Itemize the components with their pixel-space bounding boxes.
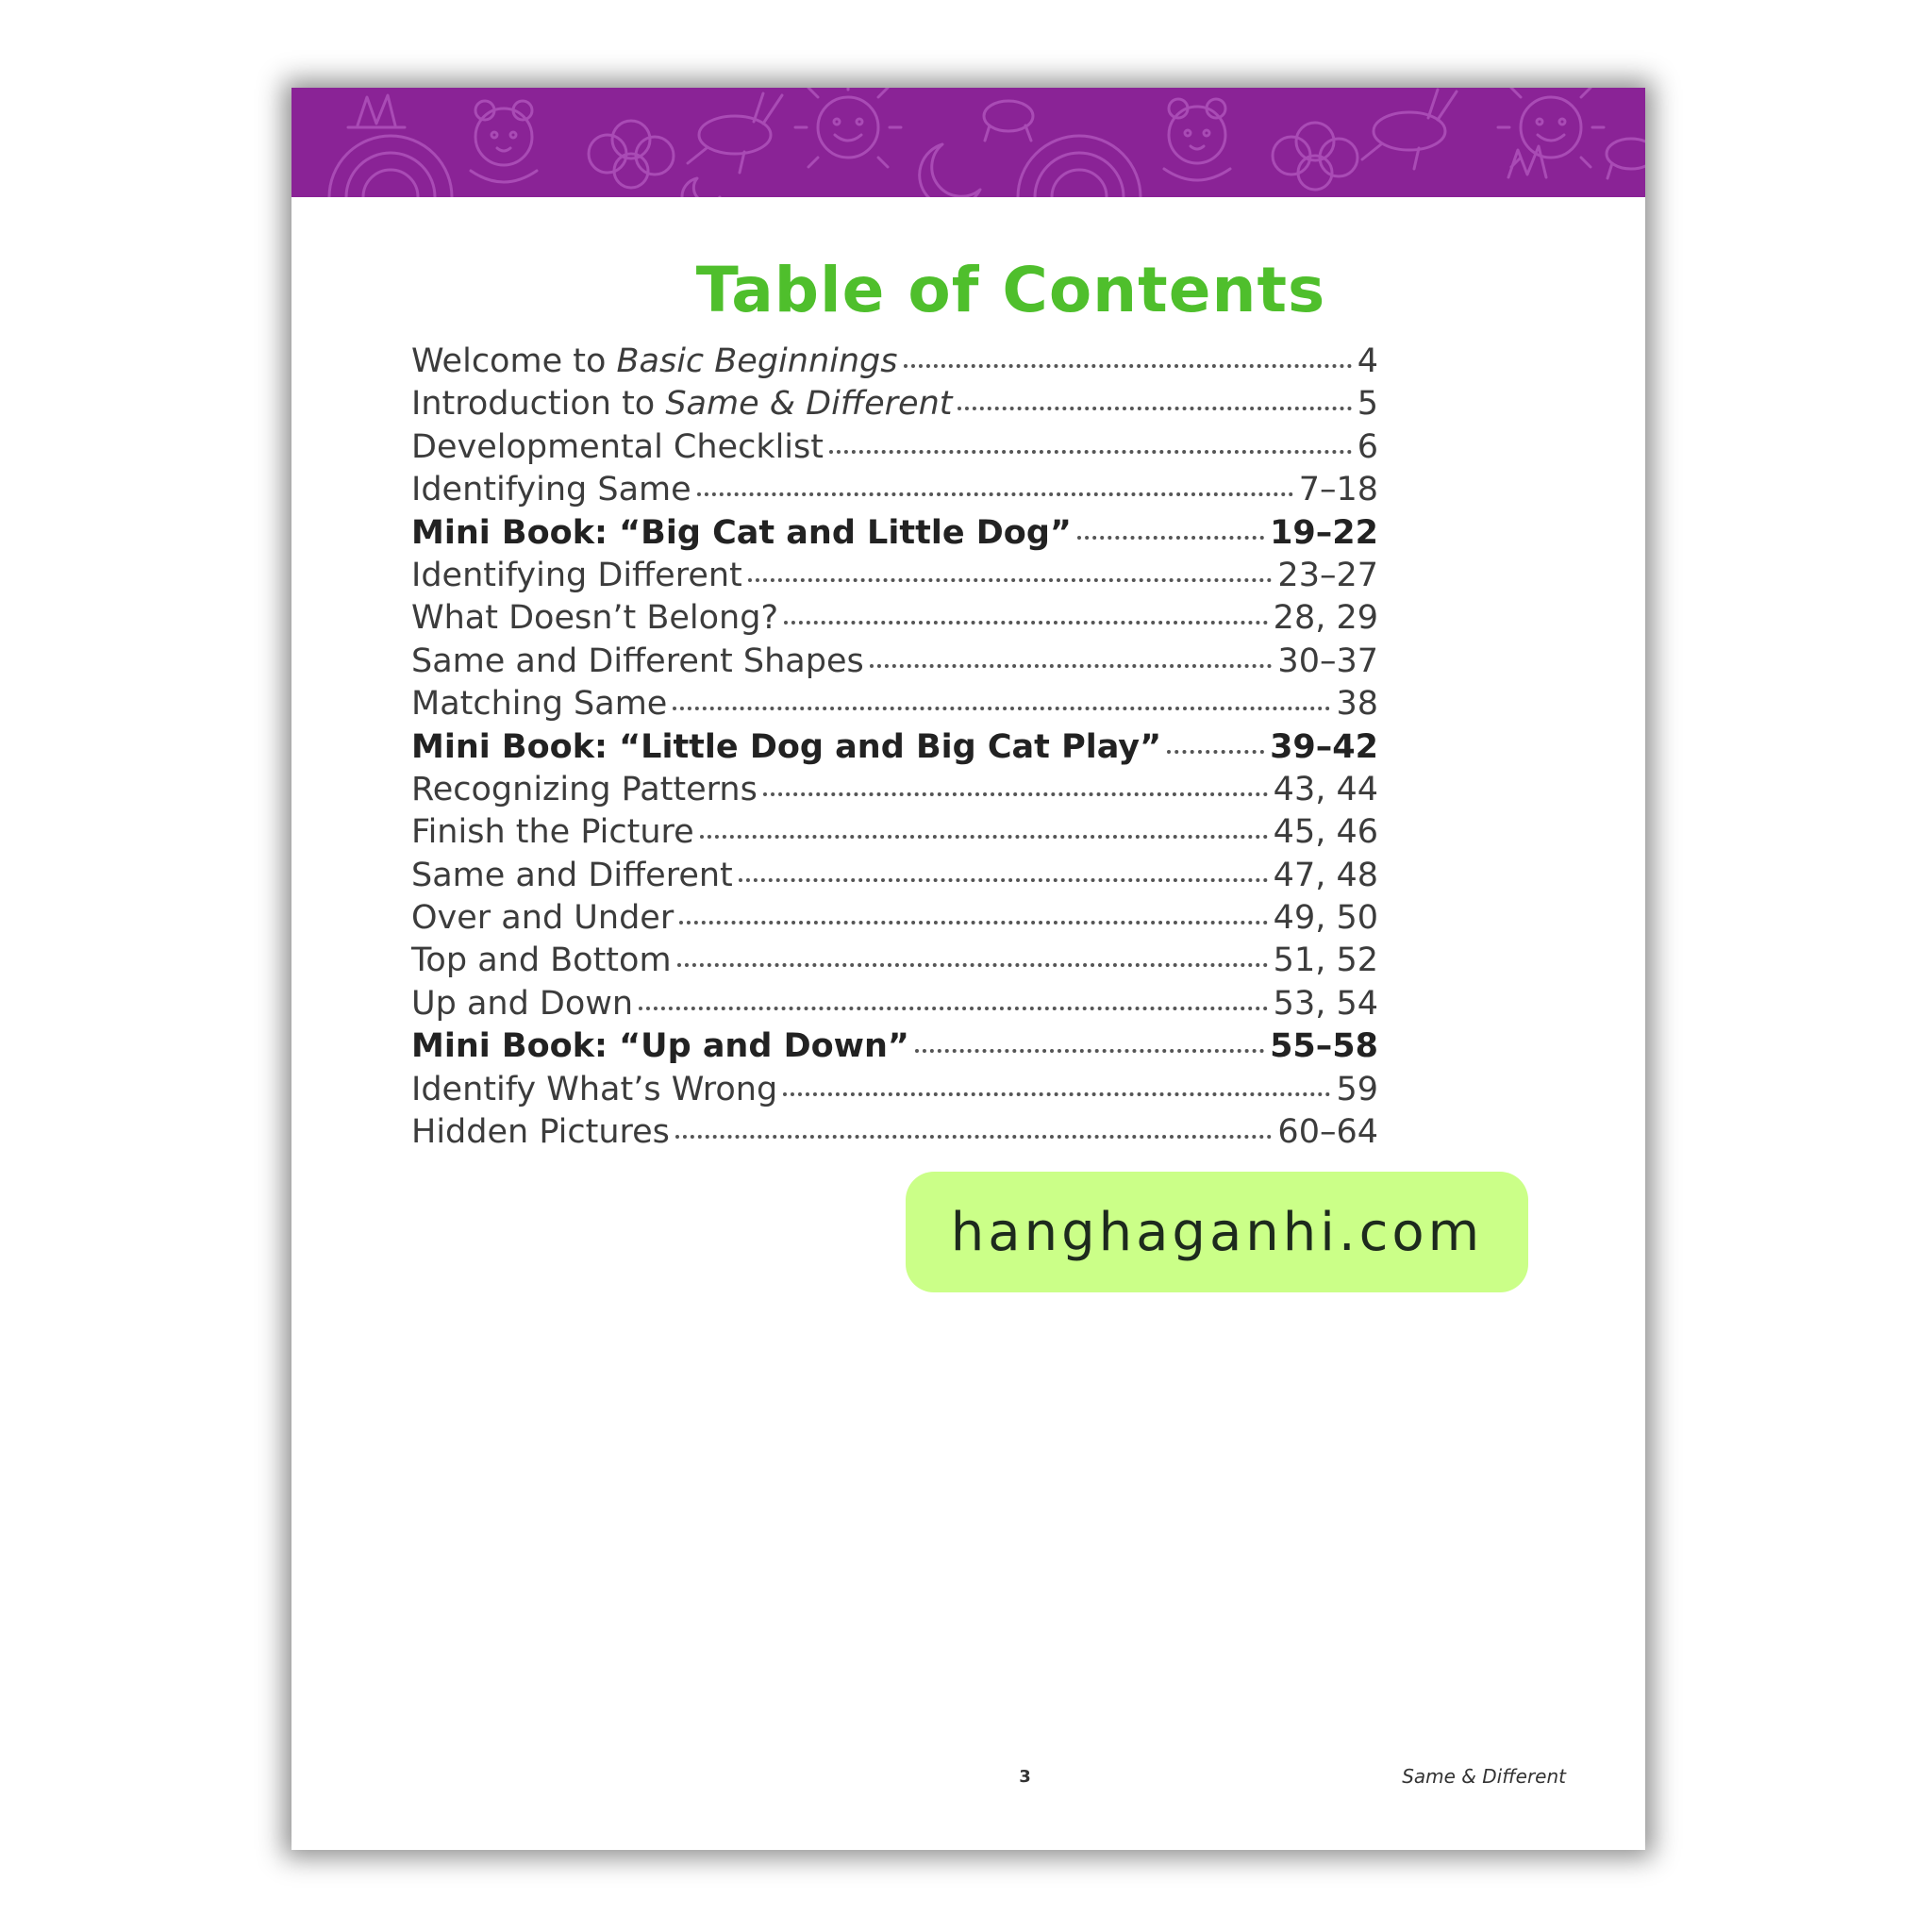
toc-entry (411, 557, 1378, 599)
toc-dot-leader (679, 921, 1267, 924)
toc-entry-title-text: Finish the Picture (411, 813, 694, 852)
rainbow-icon (329, 136, 452, 197)
toc-dot-leader (904, 364, 1352, 368)
toc-entry-page: 59 (1336, 1070, 1378, 1108)
toc-entry-title-text: Mini Book: “Big Cat and Little Dog” (411, 513, 1072, 552)
toc-dot-leader (1167, 750, 1264, 754)
toc-entry-page: 19–22 (1270, 513, 1378, 552)
toc-entry-title (411, 514, 1072, 552)
toc-dot-leader (739, 878, 1268, 882)
rainbow-icon (1018, 136, 1141, 197)
toc-entry-title (411, 771, 758, 808)
animal-icon (984, 101, 1033, 141)
toc-entry-title-text: Matching Same (411, 685, 668, 724)
toc-entry-page: 4 (1357, 342, 1378, 380)
toc-entry-title (411, 857, 733, 894)
page-title: Table of Contents (695, 254, 1326, 326)
toc-entry-title-text: Over and Under (411, 899, 675, 938)
toc-entry (411, 813, 1378, 856)
toc-dot-leader (673, 707, 1330, 710)
toc-entry (411, 385, 1378, 427)
toc-entry-page: 49, 50 (1273, 899, 1378, 938)
toc-dot-leader (675, 1135, 1273, 1139)
toc-entry (411, 1113, 1378, 1156)
toc-entry-title-text: Recognizing Patterns (411, 770, 758, 808)
toc-entry-title (411, 385, 952, 423)
toc-entry-title-text: Hidden Pictures (411, 1113, 670, 1152)
footer-book-title: Same & Different (1402, 1765, 1566, 1788)
footer-page-number: 3 (1019, 1767, 1031, 1787)
toc-dot-leader (829, 450, 1352, 454)
document-page (291, 88, 1645, 1850)
toc-entry (411, 728, 1378, 771)
toc-dot-leader (748, 578, 1273, 582)
toc-entry-title-text: What Doesn’t Belong? (411, 599, 779, 638)
header-pattern (291, 88, 1645, 197)
toc-entry-title (411, 1027, 909, 1065)
toc-entry-title-text: Introduction to (411, 385, 666, 424)
toc-entry-title-text: Top and Bottom (411, 941, 672, 980)
toc-entry-title-italic: Basic Beginnings (616, 342, 898, 380)
toc-entry-page: 38 (1336, 685, 1378, 724)
toc-dot-leader (763, 792, 1268, 796)
toc-entry-title (411, 342, 898, 380)
toc-entry-title-text: Identifying Different (411, 556, 742, 594)
animal-icon (1607, 139, 1645, 178)
toc-dot-leader (783, 1092, 1330, 1096)
toc-entry-title (411, 899, 674, 937)
toc-entry-title (411, 599, 778, 637)
moon-icon (920, 144, 980, 197)
toc-entry-title-text: Up and Down (411, 984, 634, 1023)
toc-dot-leader (784, 621, 1268, 625)
toc-entry-title (411, 685, 667, 723)
leaf-icon (1508, 146, 1546, 177)
toc-entry (411, 771, 1378, 813)
toc-dot-leader (677, 963, 1268, 967)
toc-entry-title-text: Same and Different (411, 856, 733, 894)
toc-entry (411, 1071, 1378, 1113)
toc-dot-leader (958, 407, 1351, 410)
toc-entry-page: 60–64 (1277, 1113, 1378, 1152)
toc-entry-title (411, 428, 824, 466)
toc-entry (411, 857, 1378, 899)
leaf-icon (1273, 123, 1357, 190)
toc-entry-page: 5 (1357, 385, 1378, 424)
toc-entry-page: 28, 29 (1273, 599, 1378, 638)
toc-dot-leader (915, 1049, 1264, 1053)
toc-entry-page: 30–37 (1277, 641, 1378, 680)
toc-dot-leader (1077, 536, 1264, 540)
toc-dot-leader (697, 492, 1293, 496)
animal-icon (1164, 99, 1230, 180)
toc-entry (411, 899, 1378, 941)
toc-entry-title-italic: Same & Different (665, 385, 953, 424)
toc-entry (411, 642, 1378, 685)
header-band (291, 88, 1645, 197)
leaf-icon (348, 95, 405, 127)
toc-entry-title (411, 813, 694, 851)
toc-entry-title-text: Identify What’s Wrong (411, 1070, 778, 1108)
toc-dot-leader (700, 835, 1268, 839)
toc-entry-title-text: Mini Book: “Little Dog and Big Cat Play” (411, 727, 1162, 766)
toc-entry (411, 985, 1378, 1027)
toc-entry (411, 1027, 1378, 1070)
toc-entry-title-text: Mini Book: “Up and Down” (411, 1027, 909, 1066)
toc-entry-page: 47, 48 (1273, 856, 1378, 894)
watermark-text: hanghaganhi.com (950, 1201, 1484, 1263)
toc-entry-title (411, 1071, 777, 1108)
toc-entry-page: 45, 46 (1273, 813, 1378, 852)
toc-entry-page: 43, 44 (1273, 770, 1378, 808)
toc-entry-title (411, 985, 633, 1023)
toc-entry (411, 599, 1378, 641)
animal-icon (688, 93, 782, 173)
toc-entry-title (411, 1113, 670, 1151)
sun-icon (795, 88, 901, 167)
toc-entry-page: 55–58 (1270, 1027, 1378, 1066)
watermark-badge (906, 1172, 1528, 1292)
animal-icon (471, 101, 537, 182)
toc-entry-title-text: Welcome to (411, 342, 617, 380)
toc-entry-title-text: Identifying Same (411, 471, 691, 509)
animal-icon (1362, 90, 1457, 169)
toc-entry (411, 685, 1378, 727)
toc-entry-page: 39–42 (1270, 727, 1378, 766)
toc-dot-leader (870, 664, 1273, 668)
toc-entry-title-text: Same and Different Shapes (411, 641, 864, 680)
moon-icon (682, 178, 720, 197)
toc-entry-page: 7–18 (1298, 471, 1378, 509)
toc-list (411, 342, 1378, 1156)
toc-entry (411, 428, 1378, 471)
toc-entry-page: 23–27 (1277, 556, 1378, 594)
toc-entry-page: 6 (1357, 427, 1378, 466)
leaf-icon (589, 121, 674, 188)
toc-dot-leader (639, 1007, 1268, 1010)
toc-entry-title (411, 642, 864, 680)
toc-entry (411, 514, 1378, 557)
toc-entry-title (411, 471, 691, 508)
sun-icon (1498, 88, 1604, 167)
toc-entry-title (411, 557, 742, 594)
toc-entry-title (411, 728, 1161, 766)
toc-entry (411, 941, 1378, 984)
toc-entry-title-text: Developmental Checklist (411, 427, 824, 466)
toc-entry (411, 471, 1378, 513)
toc-entry-title (411, 941, 672, 979)
toc-entry (411, 342, 1378, 385)
toc-entry-page: 51, 52 (1273, 941, 1378, 980)
toc-entry-page: 53, 54 (1273, 984, 1378, 1023)
